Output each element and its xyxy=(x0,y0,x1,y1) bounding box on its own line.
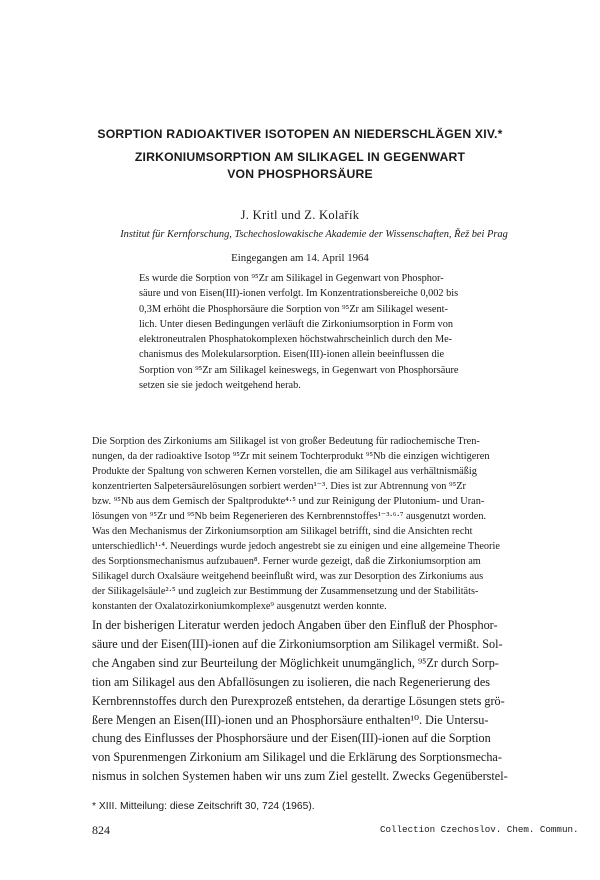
body-line: von Spurenmengen Zirkonium am Silikagel und die Erklärung des Sorptionsmecha- xyxy=(92,750,502,765)
body-line: Was den Mechanismus der Zirkoniumsorption am Silikagel betrifft, sind die Ansichten recht xyxy=(92,526,473,537)
journal-name: Collection Czechoslov. Chem. Commun. xyxy=(380,824,579,835)
body-line: bzw. ⁹⁵Nb aus dem Gemisch der Spaltprodukte⁴·⁵ und zur Reinigung der Plutonium- und Uran- xyxy=(92,496,485,507)
title-line-2: ZIRKONIUMSORPTION AM SILIKAGEL IN GEGENWART xyxy=(134,150,466,164)
page-number: 824 xyxy=(92,823,110,837)
body-line: unterschiedlich¹·⁴. Neuerdings wurde jedoch angestrebt sie zu einigen und eine allgemeine Theorie xyxy=(92,541,500,552)
abstract-line: elektroneutralen Phosphatokomplexen höchstwahrscheinlich durch den Me- xyxy=(139,334,453,346)
footnote: * XIII. Mitteilung: diese Zeitschrift 30, 724 (1965). xyxy=(92,801,315,812)
abstract-line: Sorption von ⁹⁵Zr am Silikagel keineswegs, in Gegenwart von Phosphorsäure xyxy=(139,364,459,376)
abstract xyxy=(139,271,527,393)
abstract-line: lich. Unter diesen Bedingungen verläuft die Zirkoniumsorption in Form von xyxy=(139,318,453,330)
abstract-line: setzen sie sie jedoch weitgehend herab. xyxy=(139,380,301,392)
body-line: tion am Silikagel aus den Abfallösungen zu isolieren, die nach Regenerierung des xyxy=(92,674,491,689)
body-line: nungen, da der radioaktive Isotop ⁹⁵Zr mit seinem Tochterprodukt ⁹⁵Nb die einzigen wichtigeren xyxy=(92,451,490,462)
body-line: In der bisherigen Literatur werden jedoch Angaben über den Einfluß der Phosphor- xyxy=(92,618,498,632)
intro-paragraph xyxy=(92,434,566,614)
body-line: Silikagel durch Oxalsäure weitgehend beeinflußt wird, was zur Desorption des Zirkoniums aus xyxy=(92,571,484,582)
title-line-1: SORPTION RADIOAKTIVER ISOTOPEN AN NIEDERSCHLÄGEN XIV.* xyxy=(97,127,503,141)
body-line: lösungen von ⁹⁵Zr und ⁹⁵Nb beim Regenerieren des Kernbrennstoffes¹⁻³·⁶·⁷ ausgenutzt worden. xyxy=(92,511,487,522)
body-line: der Silikagelsäule²·⁵ und zugleich zur Bestimmung der Zusammensetzung und der Stabilitäts- xyxy=(92,586,479,597)
abstract-line: säure und von Eisen(III)-ionen verfolgt. Im Konzentrationsbereiche 0,002 bis xyxy=(139,288,459,300)
title-line-3: VON PHOSPHORSÄURE xyxy=(227,167,373,181)
institute: Institut für Kernforschung, Tschechoslowakische Akademie der Wissenschaften, Řež bei Prag xyxy=(120,229,508,240)
body-line: Die Sorption des Zirkoniums am Silikagel ist von großer Bedeutung für radiochemische Tren- xyxy=(92,436,480,447)
body-line: des Sorptionsmechanismus aufzubauen⁸. Ferner wurde gezeigt, daß die Zirkoniumsorption am xyxy=(92,556,481,567)
abstract-line: 0,3M erhöht die Phosphorsäure die Sorption von ⁹⁵Zr am Silikagel wesent- xyxy=(139,303,448,315)
abstract-line: Es wurde die Sorption von ⁹⁵Zr am Silikagel in Gegenwart von Phosphor- xyxy=(139,273,444,284)
main-paragraph xyxy=(92,616,568,786)
body-line: Produkte der Spaltung von schweren Kernen vorstellen, die am Silikagel aus verhältnismäßig xyxy=(92,466,477,477)
body-line: säure und der Eisen(III)-ionen auf die Zirkoniumsorption am Silikagel vermißt. Sol- xyxy=(92,636,503,651)
body-line: Kernbrennstoffes durch den Purexprozeß entstehen, da derartige Lösungen stets grö- xyxy=(92,693,505,708)
body-line: chung des Einflusses der Phosphorsäure und der Eisen(III)-ionen auf die Sorption xyxy=(92,731,491,746)
body-line: che Angaben sind zur Beurteilung der Möglichkeit unumgänglich, ⁹⁵Zr durch Sorp- xyxy=(92,655,499,670)
body-line: konzentrierten Salpetersäurelösungen sorbiert werden¹⁻³. Dies ist zur Abtrennung von ⁹⁵Zr xyxy=(92,481,466,492)
received-date: Eingegangen am 14. April 1964 xyxy=(231,252,369,264)
body-line: ßere Mengen an Eisen(III)-ionen und an Phosphorsäure enthalten¹⁰. Die Untersu- xyxy=(92,712,489,727)
body-line: nismus in solchen Systemen haben wir uns zum Ziel gestellt. Zwecks Gegenüberstel- xyxy=(92,769,508,784)
abstract-line: chanismus des Molekularsorption. Eisen(III)-ionen allein beeinflussen die xyxy=(139,349,445,361)
authors: J. Kritl und Z. Kolařík xyxy=(240,208,360,222)
body-line: konstanten der Oxalatozirkoniumkomplexe⁹ ausgenutzt werden konnte. xyxy=(92,601,387,612)
